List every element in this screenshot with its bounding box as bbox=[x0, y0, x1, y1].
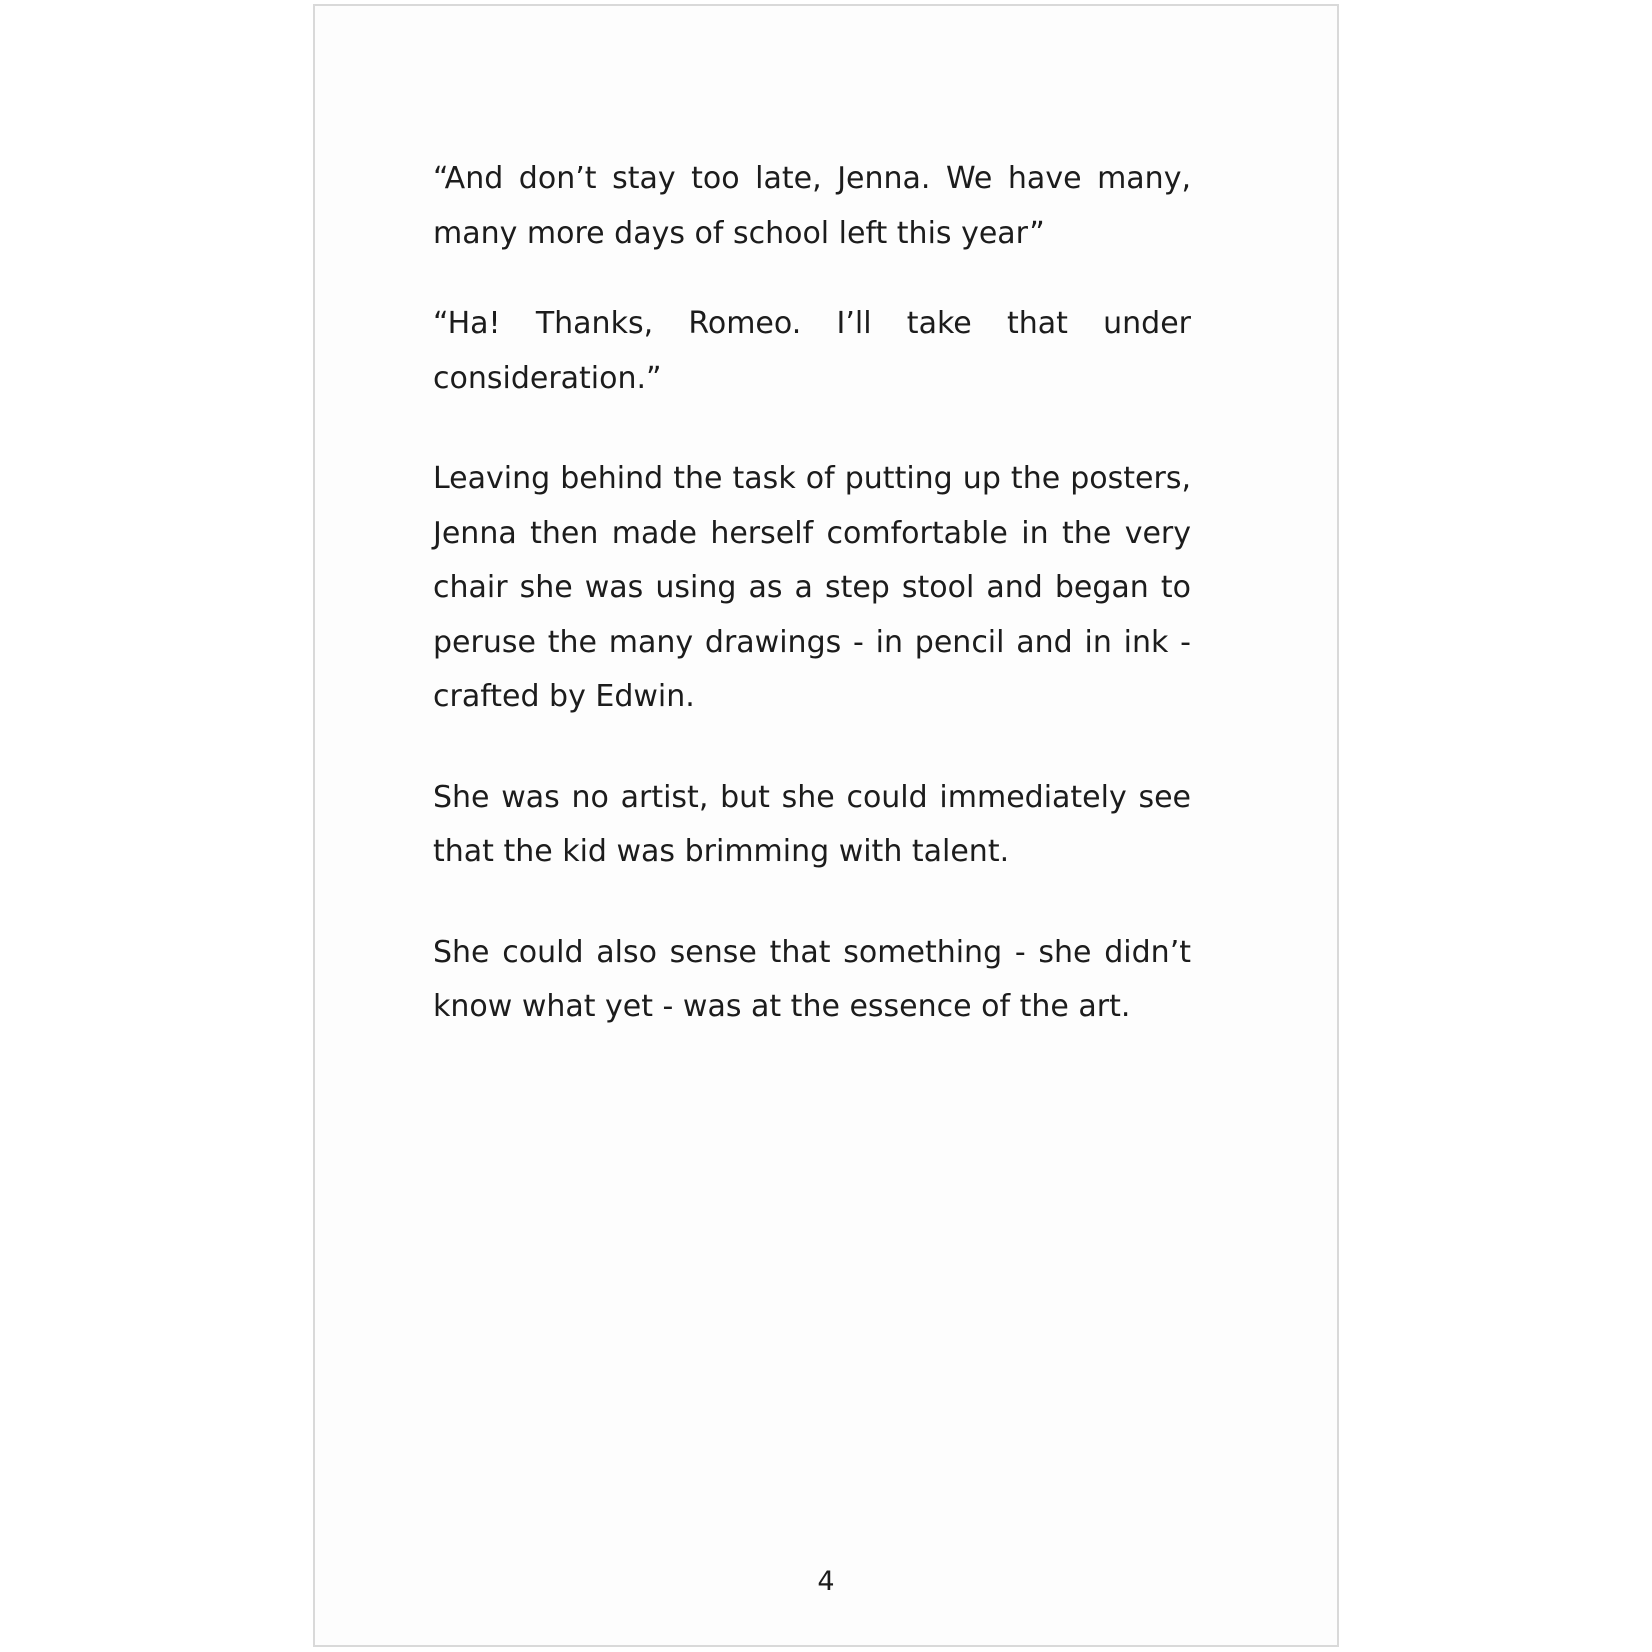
paragraph-narration-2: She was no artist, but she could immediately see that the kid was brimming with talent. bbox=[433, 779, 1191, 869]
page-number: 4 bbox=[817, 1566, 835, 1597]
paragraph-dialogue-1: “And don’t stay too late, Jenna. We have many, many more days of school left this year” bbox=[433, 161, 1191, 251]
book-page bbox=[313, 4, 1339, 1647]
paragraph-narration-1: Leaving behind the task of putting up the posters, Jenna then made herself comfortable in the very chair she was using as a step stool and began to peruse the many drawings - in pencil and in ink - crafted by Edwin. bbox=[433, 461, 1191, 714]
page-body-text bbox=[433, 152, 1191, 1035]
paragraph-dialogue-2: “Ha! Thanks, Romeo. I’ll take that under consideration.” bbox=[433, 306, 1191, 396]
paragraph-narration-3: She could also sense that something - she didn’t know what yet - was at the essence of the art. bbox=[433, 934, 1191, 1024]
